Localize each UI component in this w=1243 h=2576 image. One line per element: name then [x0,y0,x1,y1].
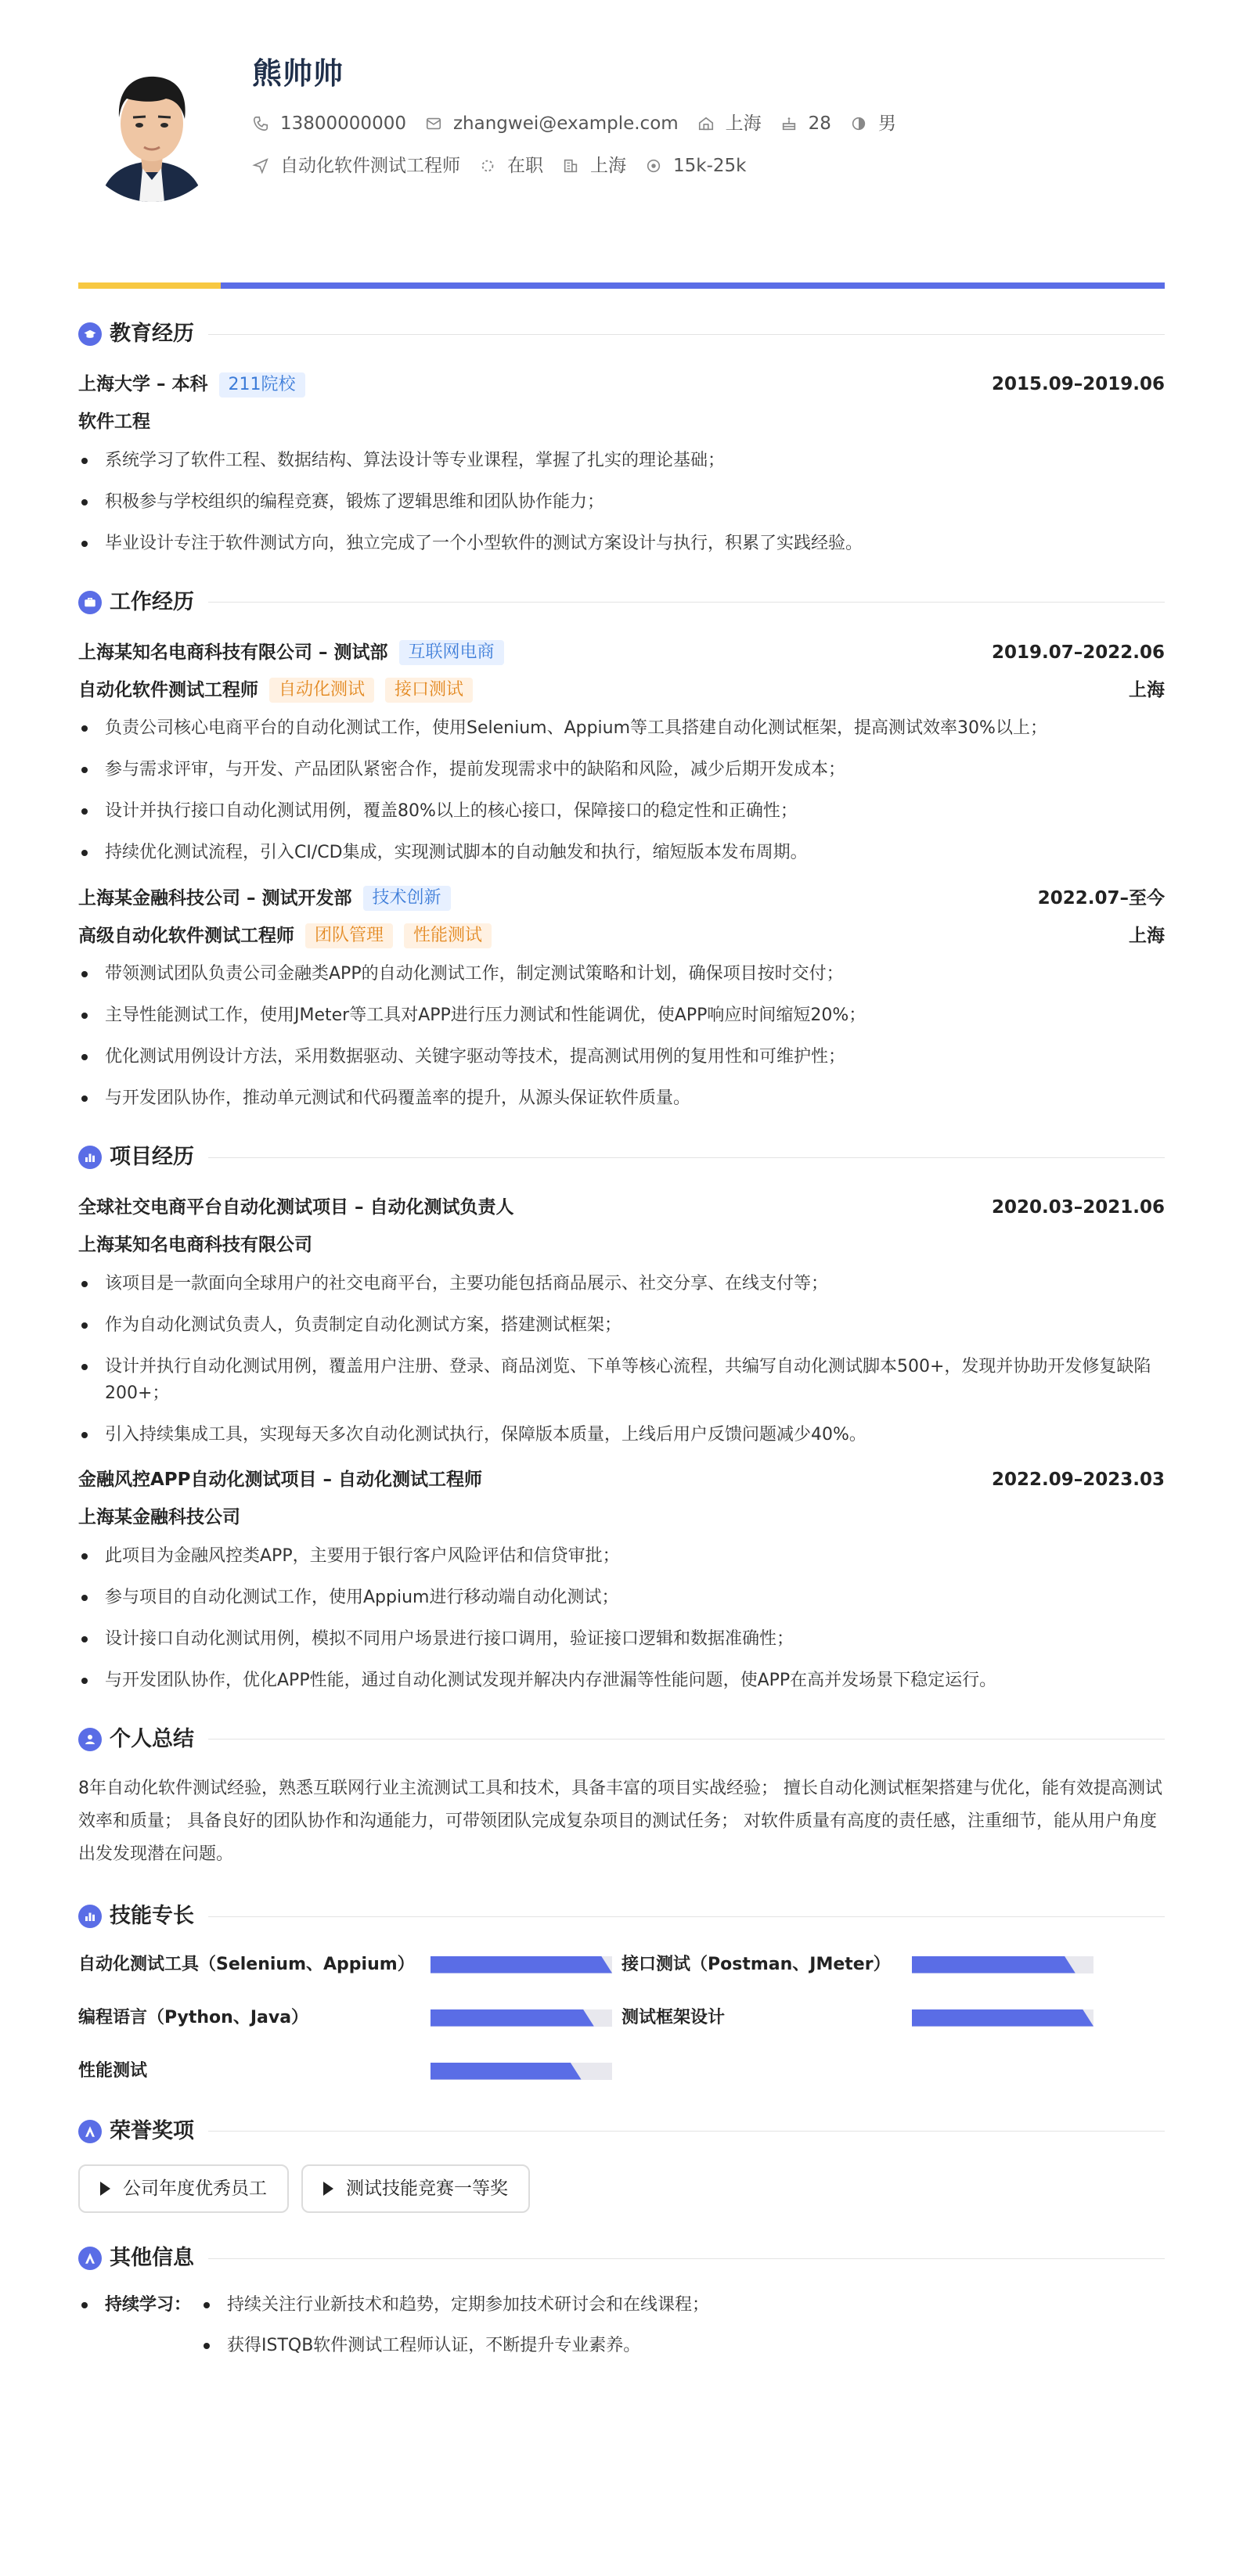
honor-item [78,2164,289,2213]
project-entry [78,1463,1165,1694]
skill-bar [912,1956,1093,1973]
education-date: 2015.09–2019.06 [991,374,1165,395]
education-section-title [78,318,1165,351]
avatar [78,55,225,202]
list-item: 与开发团队协作，优化APP性能，通过自动化测试发现并解决内存泄漏等性能问题，使APP在高并发场景下稳定运行。 [78,1668,1165,1694]
list-item: 系统学习了软件工程、数据结构、算法设计等专业课程，掌握了扎实的理论基础； [78,448,1165,474]
other-bullets [200,2292,709,2373]
list-item: 该项目是一款面向全球用户的社交电商平台，主要功能包括商品展示、社交分享、在线支付等； [78,1271,1165,1297]
education-entry [78,368,1165,557]
play-icon [323,2182,333,2196]
section-heading: 其他信息 [110,2246,194,2270]
briefcase-icon [78,591,102,614]
project-company: 上海某金融科技公司 [78,1507,240,1528]
project-date: 2022.09–2023.03 [991,1470,1165,1491]
age-item [780,110,831,138]
user-icon [78,1728,102,1751]
project-name: 金融风控APP自动化测试项目 – 自动化测试工程师 [78,1470,483,1491]
role-tag: 接口测试 [385,678,473,703]
status-item [479,153,543,180]
award-icon [78,2247,102,2270]
send-icon [252,157,269,174]
list-item: 毕业设计专注于软件测试方向，独立完成了一个小型软件的测试方案设计与执行，积累了实践经验。 [78,531,1165,557]
company-tag: 互联网电商 [399,640,504,665]
work-section-title [78,587,1165,619]
gender-icon [850,115,867,132]
role-tag: 团队管理 [305,923,393,948]
honor-item [301,2164,530,2213]
bar-chart-icon [78,1146,102,1169]
project-bullets [78,1271,1165,1448]
section-heading: 工作经历 [110,589,194,614]
graduation-cap-icon [78,322,102,346]
skill-bar [431,2063,612,2080]
gender-value: 男 [877,113,896,135]
skill-item [622,2003,1165,2033]
list-item: 设计并执行接口自动化测试用例，覆盖80%以上的核心接口，保障接口的稳定性和正确性； [78,798,1165,825]
job-role: 自动化软件测试工程师 [78,679,258,700]
list-item: 设计并执行自动化测试用例，覆盖用户注册、登录、商品浏览、下单等核心流程，共编写自动化测试脚本500+，发现并协助开发修复缺陷200+； [78,1354,1165,1407]
phone-icon [252,115,269,132]
list-item: 作为自动化测试负责人，负责制定自动化测试方案，搭建测试框架； [78,1312,1165,1339]
list-item: 此项目为金融风控类APP，主要用于银行客户风险评估和信贷审批； [78,1543,1165,1570]
city-item [562,153,626,180]
honors-list [78,2164,1165,2213]
skill-name: 编程语言（Python、Java） [78,2008,309,2027]
cake-icon [780,115,798,132]
skill-bar [431,1956,612,1973]
email-value: zhangwei@example.com [452,113,679,135]
skills-grid [78,1950,1165,2086]
skill-item [78,2056,622,2086]
status-value: 在职 [507,156,543,177]
job-entry [78,881,1165,1112]
job-entry [78,635,1165,866]
job-row [252,153,915,179]
building-icon [562,157,579,174]
skill-item [78,1950,622,1980]
list-item: 参与项目的自动化测试工作，使用Appium进行移动端自动化测试； [78,1585,1165,1611]
position-item [252,153,460,180]
project-date: 2020.03–2021.06 [991,1197,1165,1218]
city-value: 上海 [590,156,626,177]
list-item: 参与需求评审，与开发、产品团队紧密合作，提前发现需求中的缺陷和风险，减少后期开发成本； [78,757,1165,783]
loading-icon [479,157,496,174]
salary-value: 15k-25k [673,156,747,177]
job-role: 高级自动化软件测试工程师 [78,925,294,946]
list-item: 与开发团队协作，推动单元测试和代码覆盖率的提升，从源头保证软件质量。 [78,1085,1165,1112]
list-item: 优化测试用例设计方法，采用数据驱动、关键字驱动等技术，提高测试用例的复用性和可维护性； [78,1044,1165,1070]
job-bullets [78,961,1165,1112]
candidate-name: 熊帅帅 [252,56,344,91]
position-value: 自动化软件测试工程师 [280,156,460,177]
school-tag: 211院校 [219,372,305,398]
list-item: 设计接口自动化测试用例，模拟不同用户场景进行接口调用，验证接口逻辑和数据准确性； [78,1626,1165,1653]
salary-item [645,153,746,180]
hometown-item [697,110,762,138]
section-heading: 教育经历 [110,322,194,346]
other-info [78,2292,1165,2373]
list-item: 引入持续集成工具，实现每天多次自动化测试执行，保障版本质量，上线后用户反馈问题减少40%。 [78,1422,1165,1448]
project-company: 上海某知名电商科技有限公司 [78,1235,312,1256]
skill-item [78,2003,622,2033]
section-heading: 荣誉奖项 [110,2118,194,2143]
company-tag: 技术创新 [363,886,451,911]
contact-row [252,110,915,137]
skill-name: 自动化测试工具（Selenium、Appium） [78,1955,415,1974]
honor-label: 公司年度优秀员工 [123,2178,267,2199]
projects-section-title [78,1142,1165,1174]
company-name: 上海某金融科技公司 – 测试开发部 [78,887,352,908]
email-item [425,110,679,138]
section-heading: 个人总结 [110,1726,194,1751]
age-value: 28 [808,113,831,135]
play-icon [100,2182,110,2196]
other-key: 持续学习： [78,2292,200,2373]
skill-bar [431,2009,612,2027]
honors-section-title [78,2116,1165,2148]
project-name: 全球社交电商平台自动化测试项目 – 自动化测试负责人 [78,1197,514,1218]
honor-label: 测试技能竞赛一等奖 [346,2178,508,2199]
skill-name: 性能测试 [78,2061,148,2081]
project-bullets [78,1543,1165,1694]
summary-text: 8年自动化软件测试经验，熟悉互联网行业主流测试工具和技术，具备丰富的项目实战经验； 擅长自动化测试框架搭建与优化，能有效提高测试效率和质量； 具备良好的团队协作和沟通能力，可带领团队完成复杂项目的测试任务； 对软件质量有高度的责任感，注重细节，能从用户角度出发发现潜在问题。 [78,1779,1162,1864]
mail-icon [425,115,442,132]
section-heading: 技能专长 [110,1904,194,1928]
skill-name: 测试框架设计 [622,2008,726,2027]
company-name: 上海某知名电商科技有限公司 – 测试部 [78,642,388,663]
list-item: 持续优化测试流程，引入CI/CD集成，实现测试脚本的自动触发和执行，缩短版本发布周期。 [78,840,1165,866]
bar-chart-icon [78,1905,102,1928]
other-section-title [78,2243,1165,2275]
section-heading: 项目经历 [110,1145,194,1169]
role-tag: 自动化测试 [269,678,374,703]
phone-item [252,110,406,138]
job-date: 2019.07–2022.06 [991,642,1165,663]
role-tag: 性能测试 [404,923,492,948]
list-item: 主导性能测试工作，使用JMeter等工具对APP进行压力测试和性能调优，使APP响应时间缩短20%； [78,1002,1165,1029]
coin-icon [645,157,662,174]
education-bullets [78,448,1165,557]
job-date: 2022.07–至今 [1037,887,1165,908]
list-item: 负责公司核心电商平台的自动化测试工作，使用Selenium、Appium等工具搭建自动化测试框架，提高测试效率30%以上； [78,715,1165,742]
skill-name: 接口测试（Postman、JMeter） [622,1955,891,1974]
list-item: 持续关注行业新技术和趋势，定期参加技术研讨会和在线课程； [200,2292,709,2319]
phone-value: 13800000000 [280,113,406,135]
hometown-value: 上海 [725,113,762,135]
summary-section-title [78,1724,1165,1756]
job-city: 上海 [1129,925,1165,946]
major: 软件工程 [78,412,150,433]
school-name: 上海大学 – 本科 [78,374,208,395]
list-item: 积极参与学校组织的编程竞赛，锻炼了逻辑思维和团队协作能力； [78,489,1165,516]
job-city: 上海 [1129,679,1165,700]
resume-header [78,55,1165,222]
job-bullets [78,715,1165,866]
skill-bar [912,2009,1093,2027]
skill-item [622,1950,1165,1980]
gender-item [850,110,896,138]
skills-section-title [78,1901,1165,1933]
award-icon [78,2120,102,2143]
accent-divider [78,282,1165,289]
list-item: 获得ISTQB软件测试工程师认证，不断提升专业素养。 [200,2333,709,2359]
home-icon [697,115,715,132]
project-entry [78,1191,1165,1448]
list-item: 带领测试团队负责公司金融类APP的自动化测试工作，制定测试策略和计划，确保项目按时交付； [78,961,1165,988]
